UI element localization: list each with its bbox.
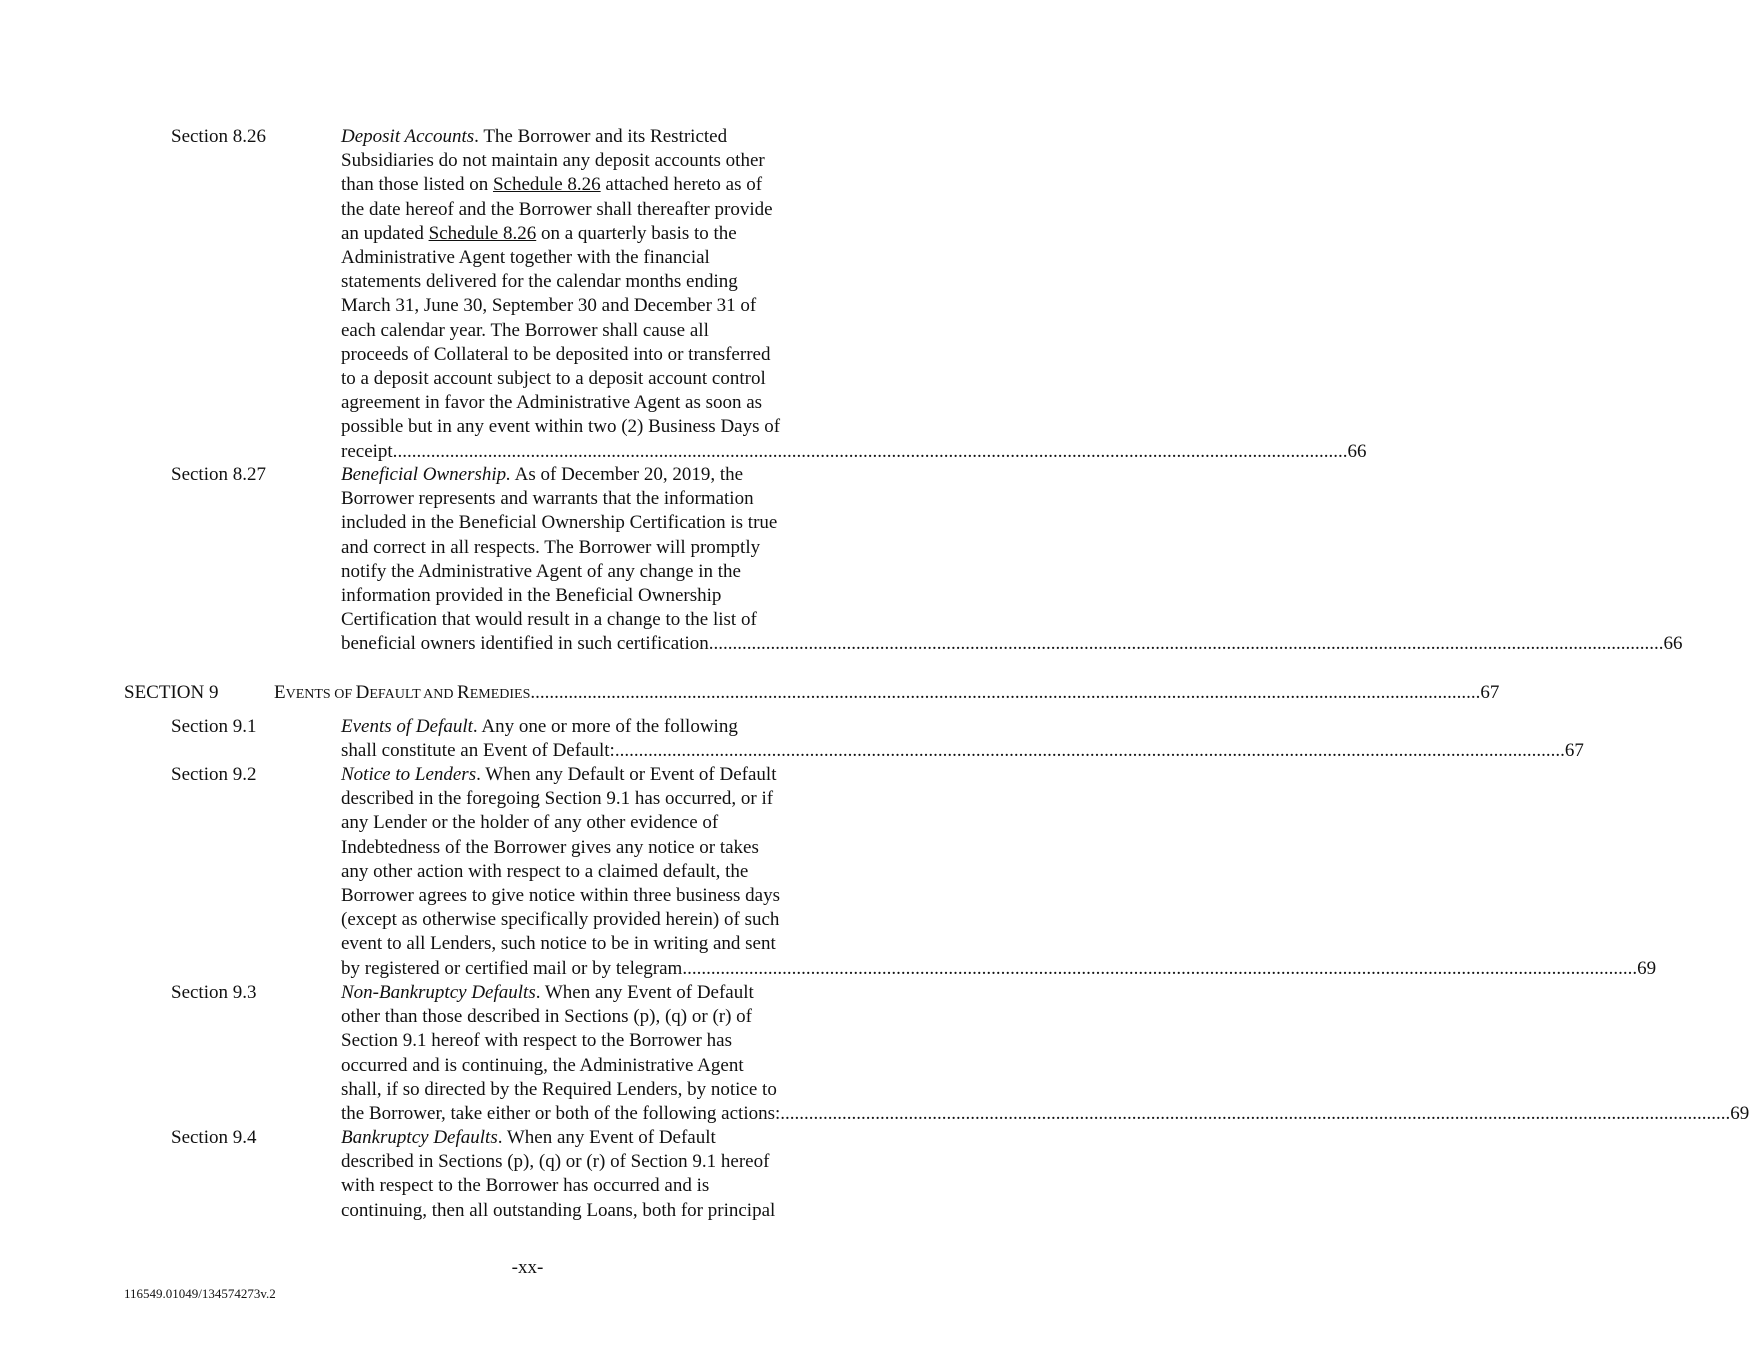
toc-section-label: Section 9.2 (171, 764, 257, 785)
toc-section-label: Section 8.26 (171, 126, 266, 147)
toc-entry-body: Deposit Accounts. The Borrower and its Restricted Subsidiaries do not maintain any deposit accounts other than those listed on Schedule 8.26 attached hereto as of the date hereof and the Borrower shall thereafter provide an updated Schedule 8.26 on a quarterly basis to the Administrative Agent together with the financial statements delivered for the calendar months ending March 31, June 30, September 30 and December 31 of each calendar year. The Borrower shall cause all proceeds of Collateral to be deposited into or transferred to a deposit account subject to a deposit account control agreement in favor the Administrative Agent as soon as possible but in any event within two (2) Business Days of receipt. ........................................................................................................................................................................................................ 66 (341, 125, 823, 464)
toc-leader-line: shall constitute an Event of Default: ........................................................................................................................................................................................................ 67 (341, 739, 931, 763)
leader-dots: ........................................................................................................................................................................................................ (713, 633, 1664, 655)
toc-entry-title: Non-Bankruptcy Defaults (341, 982, 536, 1003)
page-ref: 69 (1730, 1103, 1749, 1125)
toc-entry-body: Bankruptcy Defaults. When any Event of Default described in Sections (p), (q) or (r) of Section 9.1 hereof with respect to the Borrower has occurred and is continuing, then all outstanding Loans, both for principal (341, 1127, 776, 1221)
toc-entry-title: Bankruptcy Defaults (341, 1127, 498, 1148)
toc-leader-line: by registered or certified mail or by telegram. ........................................................................................................................................................................................................ 69 (341, 957, 931, 981)
document-id: 116549.01049/134574273v.2 (124, 1286, 276, 1301)
leader-dots: ........................................................................................................................................................................................................ (614, 740, 1565, 762)
toc-entry-title: Beneficial Ownership. (341, 464, 511, 485)
page-ref: 66 (1663, 633, 1683, 655)
page-ref: 67 (1480, 682, 1500, 703)
toc-leader-line: receipt. ........................................................................................................................................................................................................ 66 (341, 440, 931, 464)
toc-entry-body: Events of Default. Any one or more of the following shall constitute an Event of Default: ........................................................................................................................................................................................................ 67 (341, 715, 823, 763)
leader-dots: ........................................................................................................................................................................................................ (530, 682, 1481, 703)
toc-section-label: Section 9.1 (171, 716, 257, 737)
page-ref: 66 (1347, 440, 1367, 462)
schedule-reference: Schedule 8.26 (428, 222, 537, 244)
toc-entry-title: Deposit Accounts (341, 126, 475, 147)
toc-entry-body: Beneficial Ownership. As of December 20, 2019, the Borrower represents and warrants that the information included in the Beneficial Ownership Certification is true and correct in all respects. The Borrower will promptly notify the Administrative Agent of any change in the information provided in the Beneficial Ownership Certification that would result in a change to the list of beneficial owners identified in such certification. ........................................................................................................................................................................................................ 66 (341, 463, 823, 657)
leader-dots: ........................................................................................................................................................................................................ (397, 440, 1348, 462)
toc-entry-title: Events of Default (341, 716, 473, 737)
toc-leader-line: beneficial owners identified in such certification. ........................................................................................................................................................................................................ 66 (341, 632, 931, 656)
toc-leader-line: the Borrower, take either or both of the following actions: ........................................................................................................................................................................................................ 69 (341, 1102, 931, 1126)
toc-article-title-line (274, 681, 1500, 707)
toc-section-label: Section 8.27 (171, 464, 266, 485)
toc-article-title: EVENTS OF DEFAULT AND REMEDIES (274, 682, 531, 703)
page-number: -xx- (511, 1257, 544, 1278)
toc-entry-body: Non-Bankruptcy Defaults. When any Event of Default other than those described in Sections (p), (q) or (r) of Section 9.1 hereof with respect to the Borrower has occurred and is continuing, the Administrative Agent shall, if so directed by the Required Lenders, by notice to the Borrower, take either or both of the following actions: ........................................................................................................................................................................................................ 69 (341, 981, 823, 1126)
page-ref: 67 (1564, 740, 1584, 762)
toc-entry-title: Notice to Lenders (341, 764, 477, 785)
toc-section-label: Section 9.3 (171, 982, 257, 1003)
leader-dots: ........................................................................................................................................................................................................ (687, 957, 1638, 979)
toc-section-label: Section 9.4 (171, 1127, 257, 1148)
page-ref: 69 (1637, 957, 1657, 979)
toc-entry-body: Notice to Lenders. When any Default or Event of Default described in the foregoing Section 9.1 has occurred, or if any Lender or the holder of any other evidence of Indebtedness of the Borrower gives any notice or takes any other action with respect to a claimed default, the Borrower agrees to give notice within three business days (except as otherwise specifically provided herein) of such event to all Lenders, such notice to be in writing and sent by registered or certified mail or by telegram. ........................................................................................................................................................................................................ 69 (341, 763, 823, 981)
toc-article-label: SECTION 9 (124, 682, 219, 703)
schedule-reference: Schedule 8.26 (492, 174, 601, 196)
leader-dots: ........................................................................................................................................................................................................ (780, 1103, 1731, 1125)
